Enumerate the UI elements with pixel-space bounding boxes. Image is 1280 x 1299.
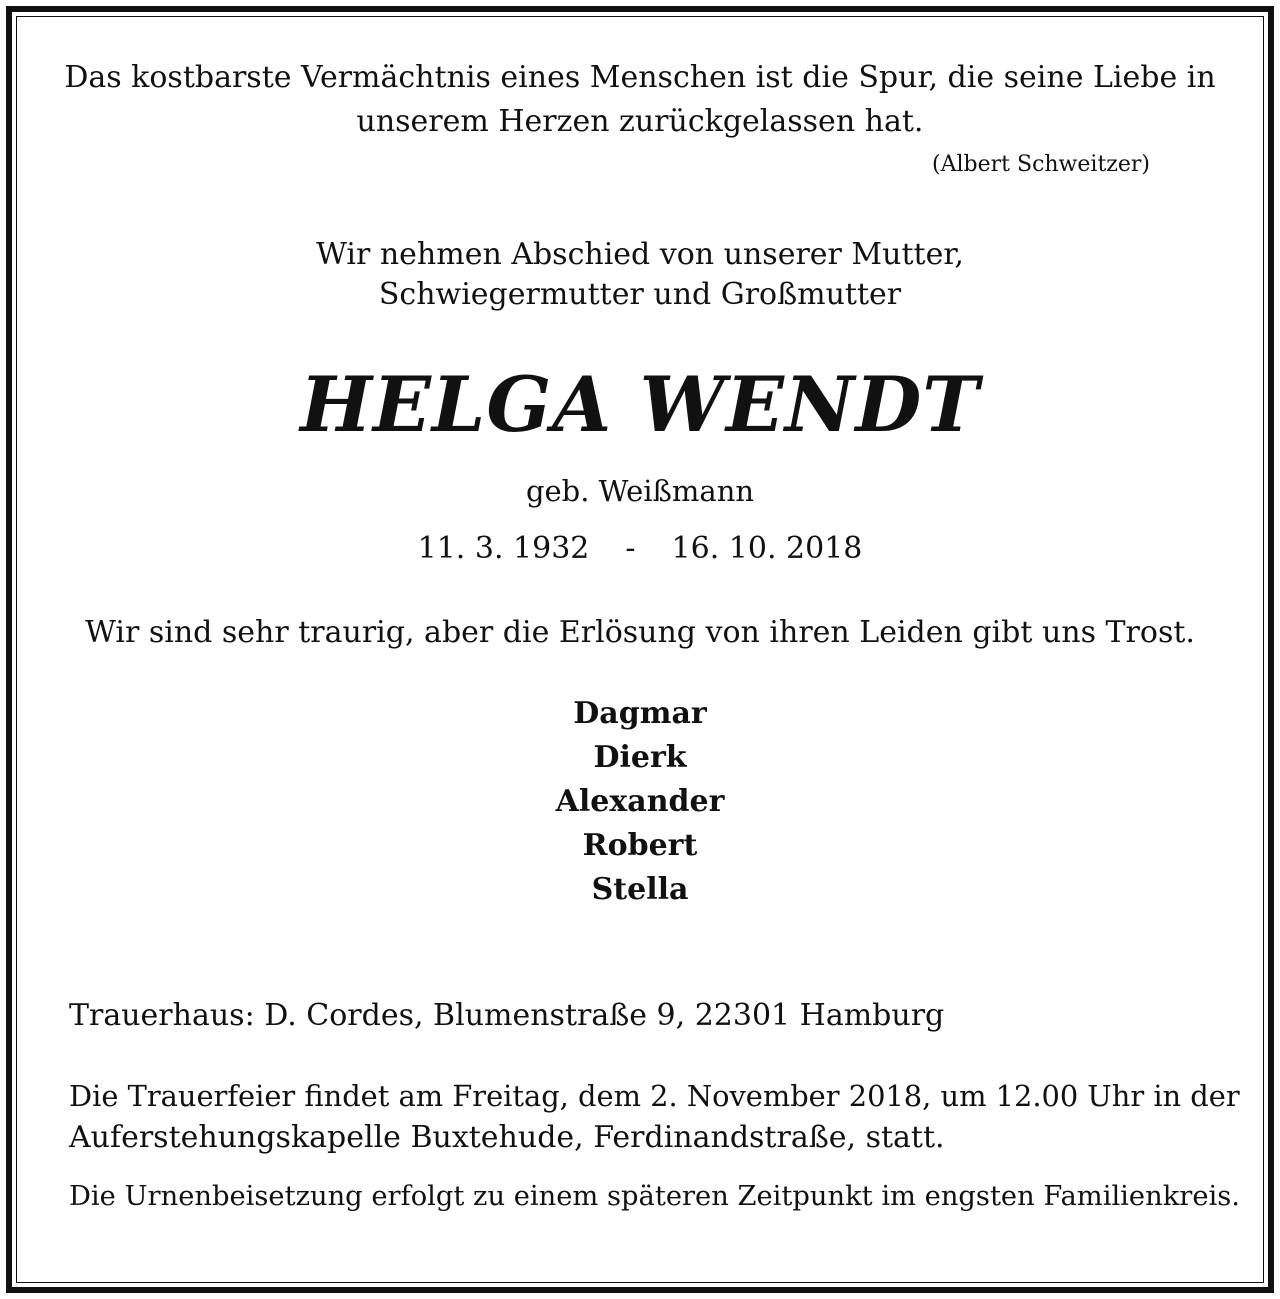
ceremony-line-2: Auferstehungskapelle Buxtehude, Ferdinandstraße, statt. — [69, 1120, 945, 1155]
death-date: 16. 10. 2018 — [671, 531, 863, 566]
life-dates — [0, 531, 1280, 566]
urn-burial-line: Die Urnenbeisetzung erfolgt zu einem späteren Zeitpunkt im engsten Familienkreis. — [69, 1181, 1240, 1212]
family-member: Dierk — [593, 740, 687, 775]
intro-line-2: Schwiegermutter und Großmutter — [378, 277, 902, 312]
quote-line-2: unserem Herzen zurückgelassen hat. — [356, 104, 924, 139]
quote-line-1: Das kostbarste Vermächtnis eines Menschen ist die Spur, die seine Liebe in — [64, 60, 1216, 95]
deceased-name: HELGA WENDT — [300, 360, 980, 449]
intro-line-1: Wir nehmen Abschied von unserer Mutter, — [316, 237, 964, 272]
grief-line: Wir sind sehr traurig, aber die Erlösung von ihren Leiden gibt uns Trost. — [85, 615, 1195, 650]
family-member: Robert — [582, 828, 698, 863]
ceremony-line-1: Die Trauerfeier findet am Freitag, dem 2. November 2018, um 12.00 Uhr in der — [69, 1079, 1240, 1113]
date-separator: - — [625, 531, 636, 566]
family-member: Alexander — [555, 784, 725, 819]
quote-author: (Albert Schweitzer) — [932, 152, 1150, 177]
birth-name: geb. Weißmann — [525, 474, 755, 508]
family-member: Dagmar — [573, 696, 707, 731]
birth-date: 11. 3. 1932 — [417, 531, 590, 566]
family-member: Stella — [591, 872, 689, 907]
mourning-house: Trauerhaus: D. Cordes, Blumenstraße 9, 22301 Hamburg — [69, 998, 945, 1033]
